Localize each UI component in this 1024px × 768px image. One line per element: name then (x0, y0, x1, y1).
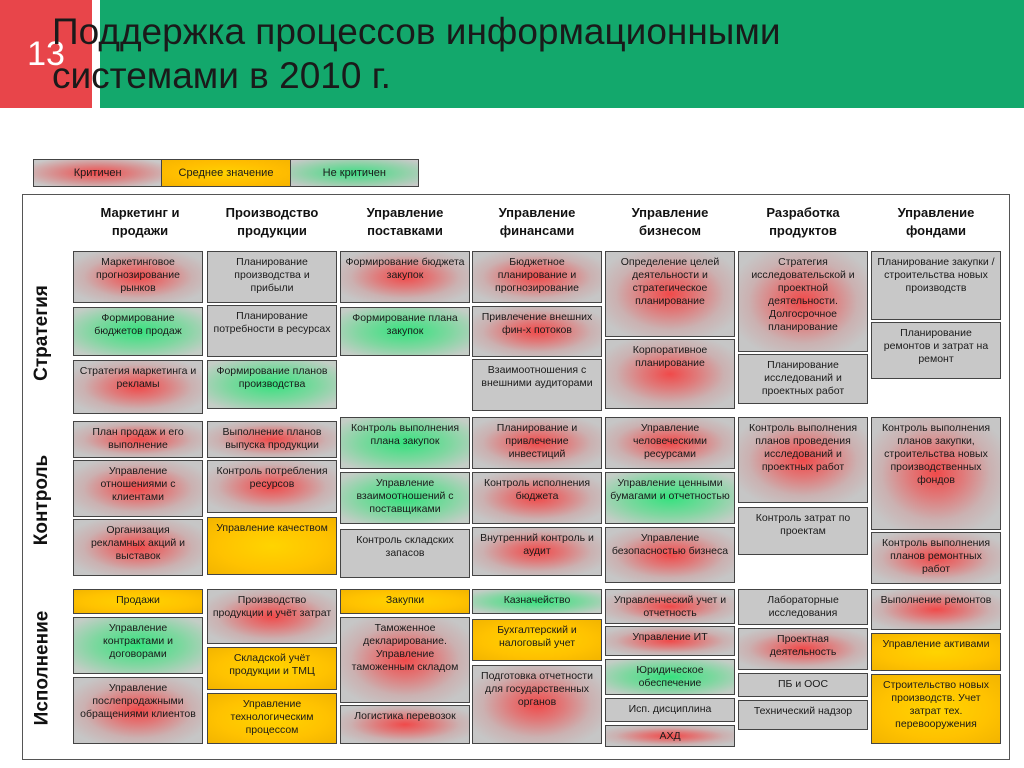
process-box: Бухгалтерский и налоговый учет (472, 619, 602, 661)
process-box: Управление качеством (207, 517, 337, 575)
process-box: Управление активами (871, 633, 1001, 671)
process-box: Маркетинговое прогнозирование рынков (73, 251, 203, 303)
process-box: Лабораторные исследования (738, 589, 868, 625)
process-box: Формирование планов производства (207, 360, 337, 409)
process-box: Выполнение ремонтов (871, 589, 1001, 630)
process-box: Планирование исследований и проектных работ (738, 354, 868, 404)
process-box: Контроль затрат по проектам (738, 507, 868, 555)
process-box: Планирование ремонтов и затрат на ремонт (871, 322, 1001, 379)
process-box: Формирование бюджетов продаж (73, 307, 203, 356)
process-box: Юридическое обеспечение (605, 659, 735, 695)
row-label-strategy: Стратегия (31, 285, 53, 381)
process-box: Управление безопасностью бизнеса (605, 527, 735, 583)
process-box: Управление человеческими ресурсами (605, 417, 735, 469)
process-box: Управление ценными бумагами и отчетностью (605, 472, 735, 524)
process-box: Бюджетное планирование и прогнозирование (472, 251, 602, 303)
process-box: Проектная деятельность (738, 628, 868, 670)
legend (33, 159, 419, 187)
slide-number: 13 (0, 0, 92, 108)
process-box: Контроль выполнения планов ремонтных работ (871, 532, 1001, 584)
process-box: Стратегия исследовательской и проектной деятельности. Долгосрочное планирование (738, 251, 868, 352)
process-box: Взаимоотношения с внешними аудиторами (472, 359, 602, 411)
process-box: Управление взаимоотношений с поставщиками (340, 472, 470, 524)
title-line-2: системами в 2010 г. (52, 55, 391, 96)
column-header-production: Производство продукции (225, 205, 319, 238)
process-box: Контроль исполнения бюджета (472, 472, 602, 524)
process-box: Привлечение внешних фин-х потоков (472, 306, 602, 357)
process-box: Контроль складских запасов (340, 529, 470, 578)
process-box: Управление послепродажными обращениями клиентов (73, 677, 203, 744)
process-box: Стратегия маркетинга и рекламы (73, 360, 203, 414)
title-line-1: Поддержка процессов информационными (52, 11, 781, 52)
process-box: Складской учёт продукции и ТМЦ (207, 647, 337, 690)
process-box: Продажи (73, 589, 203, 614)
process-box: Управление ИТ (605, 626, 735, 656)
row-label-execution: Исполнение (31, 610, 53, 726)
process-box: Формирование бюджета закупок (340, 251, 470, 303)
process-box: Планирование производства и прибыли (207, 251, 337, 303)
process-box: Управление отношениями с клиентами (73, 460, 203, 517)
process-box: План продаж и его выполнение (73, 421, 203, 458)
column-header-product-development: Разработка продуктов (766, 205, 840, 238)
process-box: Организация рекламных акций и выставок (73, 519, 203, 576)
column-header-marketing: Маркетинг и продажи (100, 205, 180, 238)
process-box: Корпоративное планирование (605, 339, 735, 409)
process-box: ПБ и ООС (738, 673, 868, 697)
column-header-supply: Управление поставками (366, 205, 444, 238)
process-box: Казначейство (472, 589, 602, 614)
process-box: Логистика перевозок (340, 705, 470, 744)
column-header-funds: Управление фондами (897, 205, 975, 238)
process-box: Контроль потребления ресурсов (207, 460, 337, 513)
process-box: Исп. дисциплина (605, 698, 735, 722)
process-box: Технический надзор (738, 700, 868, 730)
process-box: Управление технологическим процессом (207, 693, 337, 744)
process-box: Внутренний контроль и аудит (472, 527, 602, 576)
process-box: Управление контрактами и договорами (73, 617, 203, 674)
process-box: Планирование потребности в ресурсах (207, 305, 337, 357)
legend-critical: Критичен (34, 160, 162, 186)
column-header-business: Управление бизнесом (631, 205, 709, 238)
process-box: Контроль выполнения планов проведения исследований и проектных работ (738, 417, 868, 503)
column-header-finance: Управление финансами (498, 205, 576, 238)
legend-medium: Среднее значение (162, 160, 290, 186)
process-box: Строительство новых производств. Учет затрат тех. перевооружения (871, 674, 1001, 744)
process-box: Планирование и привлечение инвестиций (472, 417, 602, 469)
process-box: Контроль выполнения планов закупки, строительства новых производственных фондов (871, 417, 1001, 530)
process-box: Определение целей деятельности и стратегическое планирование (605, 251, 735, 337)
process-box: Контроль выполнения плана закупок (340, 417, 470, 469)
process-box: Выполнение планов выпуска продукции (207, 421, 337, 458)
process-box: Управленческий учет и отчетность (605, 589, 735, 624)
process-box: Таможенное декларирование. Управление таможенным складом (340, 617, 470, 703)
process-box: Формирование плана закупок (340, 307, 470, 356)
process-box: Подготовка отчетности для государственных органов (472, 665, 602, 744)
process-box: Планирование закупки / строительства новых производств (871, 251, 1001, 320)
legend-noncritical: Не критичен (291, 160, 418, 186)
process-box: АХД (605, 725, 735, 747)
row-label-control: Контроль (31, 454, 53, 546)
process-box: Закупки (340, 589, 470, 614)
process-box: Производство продукции и учёт затрат (207, 589, 337, 644)
page-title (52, 10, 912, 98)
